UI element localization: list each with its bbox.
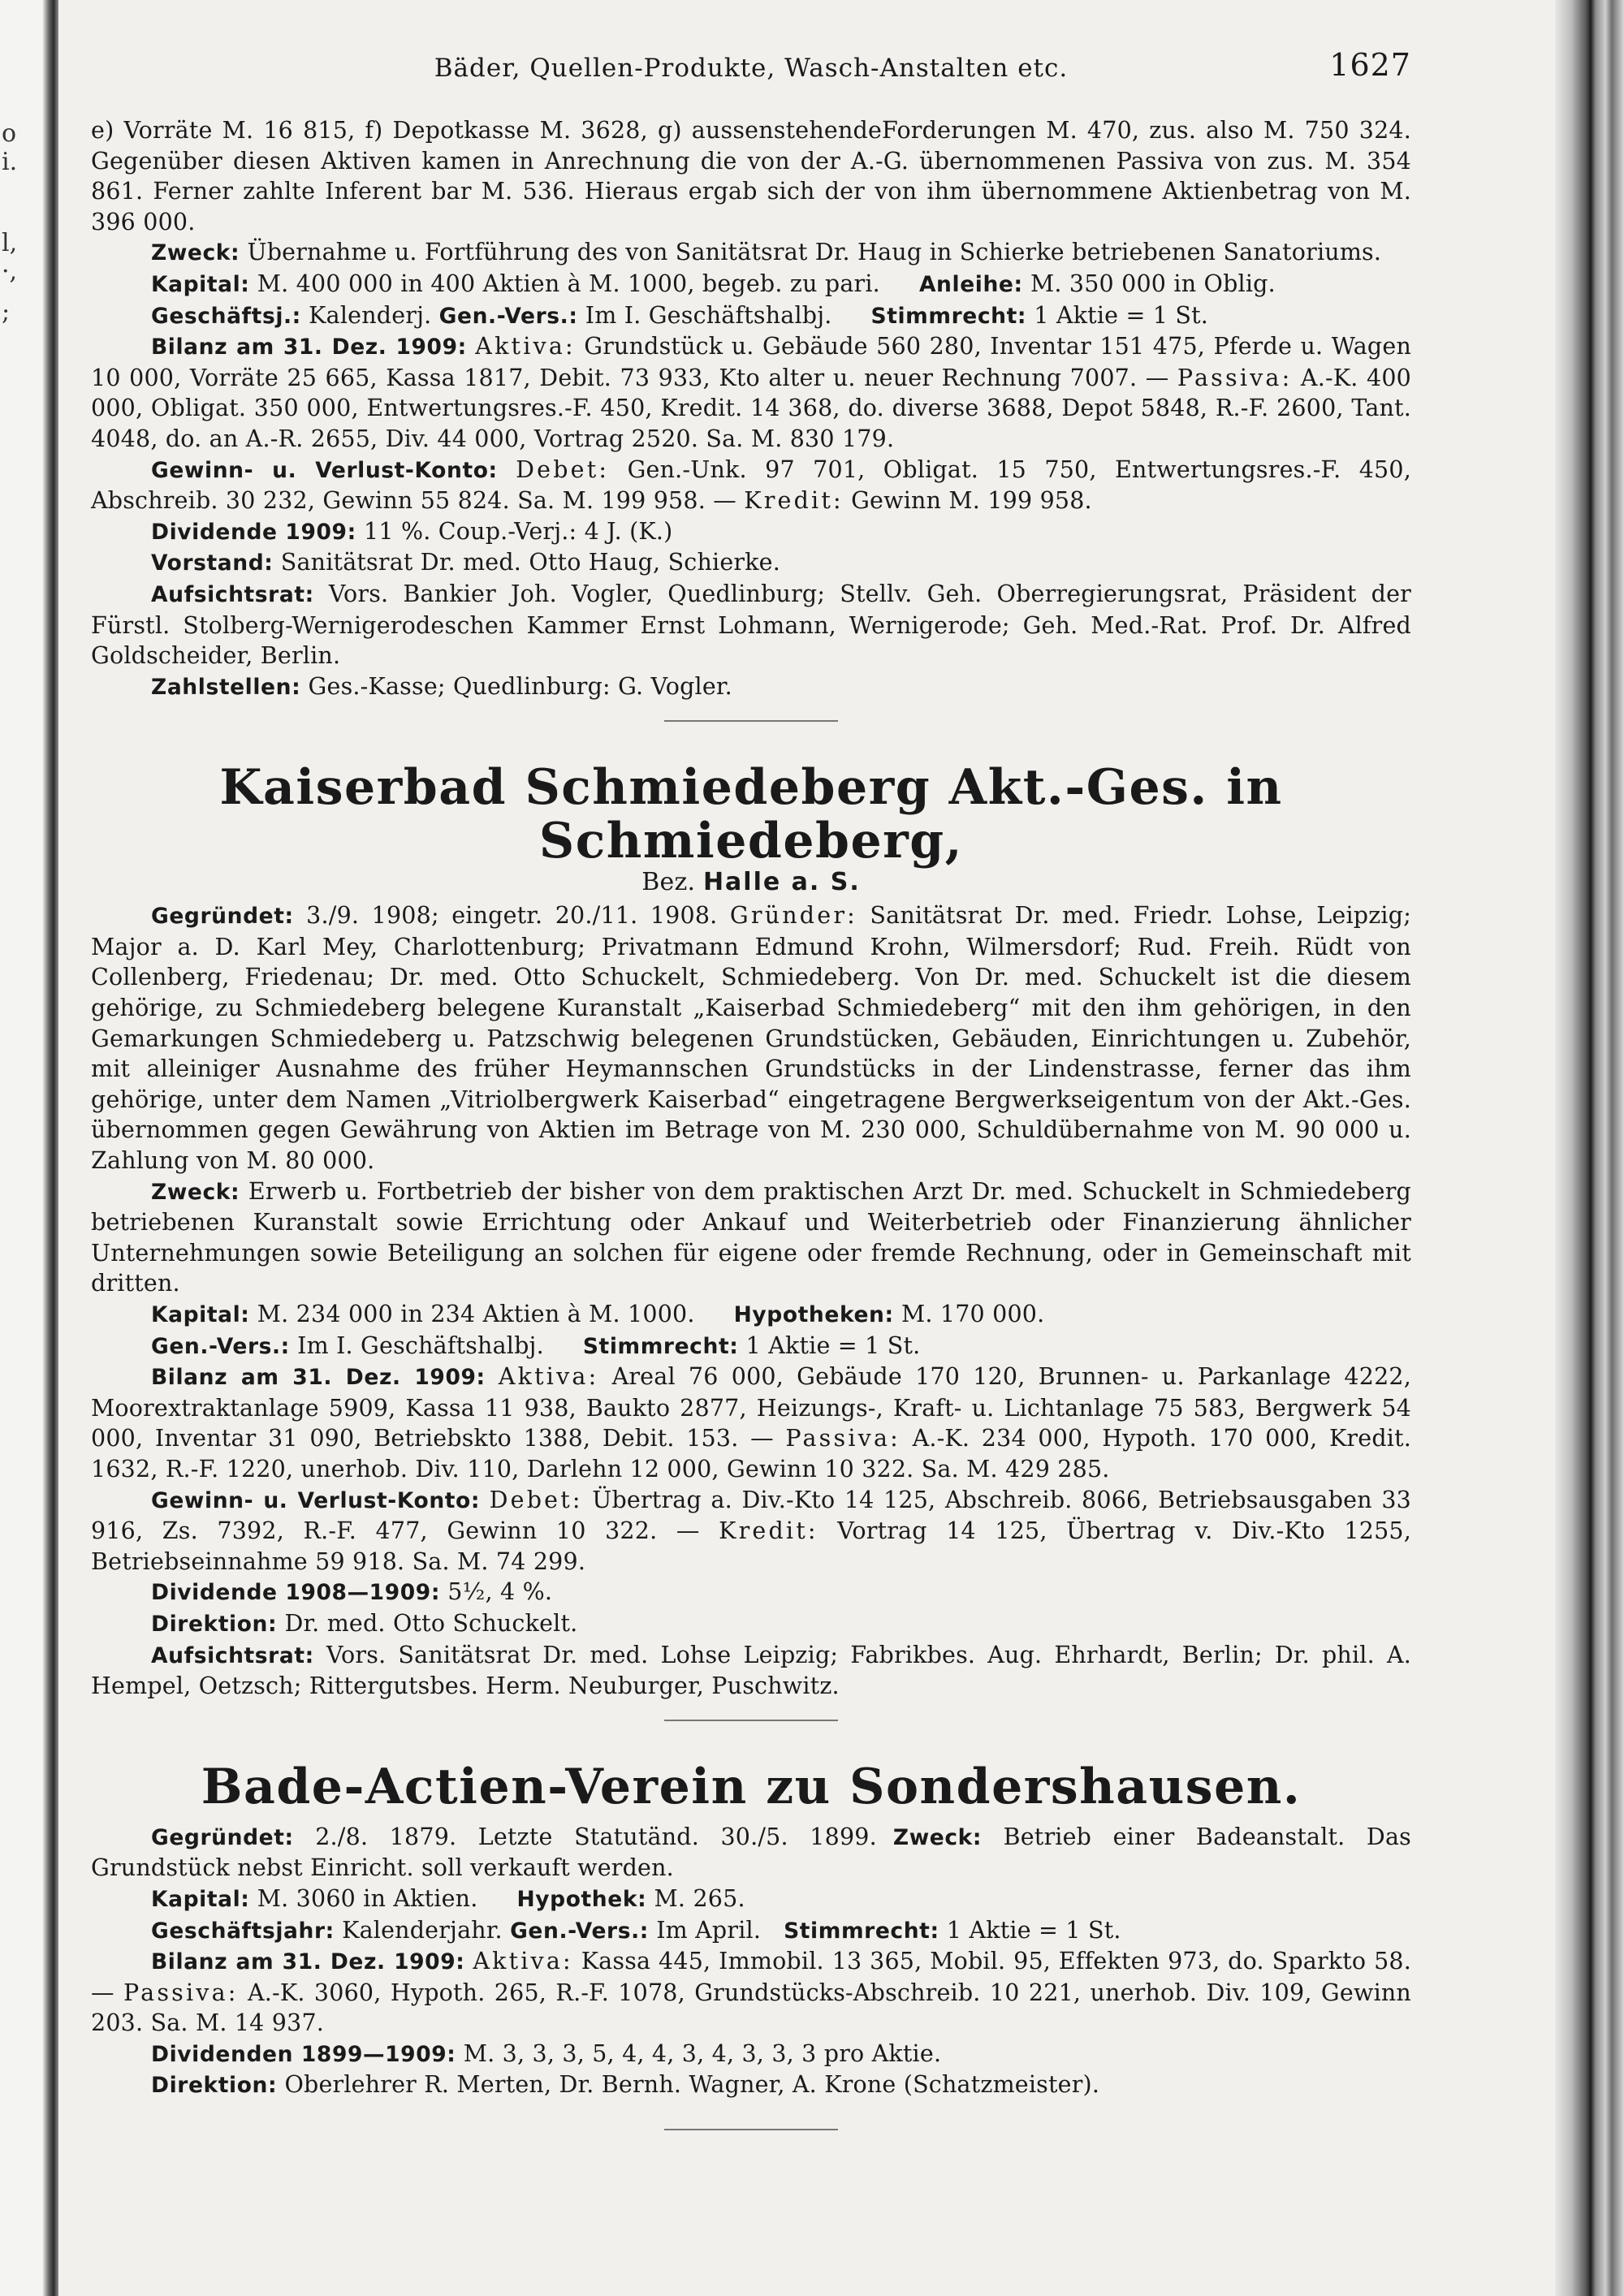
label-bilanz: Bilanz am 31. Dez. 1909: [151, 1949, 465, 1975]
label-zweck: Zweck: [151, 1179, 240, 1205]
label-zweck: Zweck: [151, 240, 240, 266]
entry-gewinn-verlust [91, 1485, 1411, 1577]
entry-gegruendet [91, 1822, 1411, 1884]
label-gewinn-verlust: Gewinn- u. Verlust-Konto: [151, 457, 498, 483]
text-kredit: Gewinn M. 199 958. [851, 487, 1092, 515]
company-title: Bade-Actien-Verein zu Sondershausen. [201, 1758, 1302, 1815]
text-gegruendet: 3./9. 1908; eingetr. 20./11. 1908. [306, 902, 718, 930]
margin-fragment: ·, [2, 257, 18, 286]
paragraph-assets: e) Vorräte M. 16 815, f) Depotkasse M. 3628, g) aussenstehendeForderungen M. 470, zus. also M. 750 324. Gegenüber diesen Aktiven kamen in Anrechnung die von der A.-G. übernommenen Passiva von zus. M. 354 861. Ferner zahlte Inferent bar M. 536. Hieraus ergab sich der von ihm übernommene Aktienbetrag von M. 396 000. [91, 117, 1411, 235]
entry-kaiserbad-schmiedeberg [91, 761, 1411, 1701]
section-divider [664, 720, 838, 722]
label-debet: Debet: [516, 455, 610, 483]
entry-dividende [91, 516, 1411, 548]
text-zweck: Erwerb u. Fortbetrieb der bisher von dem praktischen Arzt Dr. med. Schuckelt in Schmiedeberg betriebenen Kuranstalt sowie Errichtung oder Ankauf und Weiterbetrieb oder Finanzierung ähnlicher Unternehmungen sowie Beteiligung an solchen für eigene oder fremde Rechnung, oder in Gemeinschaft mit dritten. [91, 1177, 1412, 1297]
label-stimmrecht: Stimmrecht: [870, 303, 1027, 329]
entry-direktion [91, 1608, 1411, 1640]
label-gen-vers: Gen.-Vers.: [151, 1333, 290, 1359]
label-hypothek: Hypothek: [516, 1886, 647, 1912]
text-kapital: M. 3060 in Aktien. [257, 1884, 478, 1912]
label-debet: Debet: [489, 1486, 583, 1513]
label-gruender: Gründer: [729, 902, 857, 930]
entry-kapital [91, 1299, 1411, 1331]
text-aktiva: Grundstück u. Gebäude 560 280, Inventar 151 475, Pferde u. Wagen 10 000, Vorräte 25 665, Kassa 1817, Debit. 73 933, Kto alter u. neuer Rechnung 7007. — [91, 333, 1411, 391]
entry-dividenden [91, 2039, 1411, 2070]
text-kredit: Vortrag 14 125, Übertrag v. Div.-Kto 1255, Betriebseinnahme 59 918. Sa. M. 74 299. [91, 1517, 1412, 1575]
text-gruender: Sanitätsrat Dr. med. Friedr. Lohse, Leipzig; Major a. D. Karl Mey, Charlottenburg; Privatmann Edmund Krohn, Wilmersdorf; Rud. Freih. Rüdt von Collenberg, Friedenau; Dr. med. Otto Schuckelt, Schmiedeberg. Von Dr. med. Schuckelt ist die diesem gehörige, zu Schmiedeberg belegene Kuranstalt „Kaiserbad Schmiedeberg“ mit den ihm gehörigen, in den Gemarkungen Schmiedeberg u. Patzschwig belegenen Grundstücken, Gebäuden, Einrichtungen u. Zubehör, mit alleiniger Ausnahme des früher Heymannschen Grundstücks in der Lindenstrasse, ferner das ihm gehörige, unter dem Namen „Vitriolbergwerk Kaiserbad“ eingetragene Bergwerkseigentum von der Akt.-Ges. übernommen gegen Gewährung von Aktien im Betrage von M. 230 000, Schuldübernahme von M. 90 000 u. Zahlung von M. 80 000. [91, 902, 1411, 1175]
label-passiva: Passiva: [123, 1979, 239, 2006]
running-title: Bäder, Quellen-Produkte, Wasch-Anstalten etc. [434, 54, 1069, 83]
section-divider [664, 2129, 838, 2130]
label-vorstand: Vorstand: [151, 550, 274, 576]
label-gewinn-verlust: Gewinn- u. Verlust-Konto: [151, 1487, 481, 1513]
location-name: Halle a. S. [702, 868, 861, 897]
entry-gewinn-verlust [91, 455, 1411, 516]
text-geschaeftsjahr: Kalenderjahr. [342, 1916, 503, 1944]
label-gegruendet: Gegründet: [151, 1824, 294, 1850]
text-aktiva: Kassa 445, Immobil. 13 365, Mobil. 95, Effekten 973, do. Sparkto 58. — [91, 1948, 1412, 2006]
label-zahlstellen: Zahlstellen: [151, 674, 301, 700]
entry-gegruendet [91, 900, 1411, 1176]
text-dividende: 5½, 4 %. [447, 1578, 553, 1606]
label-kapital: Kapital: [151, 271, 250, 297]
text-passiva: A.-K. 3060, Hypoth. 265, R.-F. 1078, Grundstücks-Abschreib. 10 221, unerhob. Div. 109, Gewinn 203. Sa. M. 14 937. [91, 1979, 1411, 2037]
text-gegruendet: 2./8. 1879. Letzte Statutänd. 30./5. 1899. [315, 1823, 877, 1850]
entry-direktion [91, 2069, 1411, 2101]
entry-zweck [91, 1176, 1411, 1299]
text-aktiva: Areal 76 000, Gebäude 170 120, Brunnen- u. Parkanlage 4222, Moorextraktanlage 5909, Kassa 11 938, Baukto 2877, Heizungs-, Kraft- u. Lichtanlage 75 583, Bergwerk 54 000, Inventar 31 090, Betriebskto 1388, Debit. 153. — [91, 1363, 1411, 1452]
text-aufsichtsrat: Vors. Sanitätsrat Dr. med. Lohse Leipzig; Fabrikbes. Aug. Ehrhardt, Berlin; Dr. phil. A. Hempel, Oetzsch; Rittergutsbes. Herm. Neuburger, Puschwitz. [91, 1641, 1411, 1700]
text-kapital: M. 400 000 in 400 Aktien à M. 1000, begeb. zu pari. [257, 270, 880, 297]
label-aktiva: Aktiva: [475, 333, 576, 360]
text-gen-vers: Im I. Geschäftshalbj. [297, 1331, 544, 1359]
entry-kapital [91, 269, 1411, 300]
text-stimmrecht: 1 Aktie = 1 St. [1034, 301, 1209, 329]
label-geschaeftsjahr: Geschäftsjahr: [151, 1918, 335, 1944]
entry-dividende [91, 1577, 1411, 1608]
label-dividende: Dividende 1909: [151, 519, 356, 545]
text-stimmrecht: 1 Aktie = 1 St. [745, 1331, 921, 1359]
entry-vorstand [91, 547, 1411, 579]
label-passiva: Passiva: [785, 1425, 901, 1452]
label-stimmrecht: Stimmrecht: [582, 1333, 739, 1359]
text-zahlstellen: Ges.-Kasse; Quedlinburg: G. Vogler. [308, 672, 732, 700]
company-location [91, 868, 1411, 897]
entry-aufsichtsrat [91, 579, 1411, 671]
label-gen-vers: Gen.-Vers.: [438, 303, 578, 329]
text-passiva: A.-K. 234 000, Hypoth. 170 000, Kredit. 1632, R.-F. 1220, unerhob. Div. 110, Darlehn 12 000, Gewinn 10 322. Sa. M. 429 285. [91, 1425, 1411, 1482]
text-dividenden: M. 3, 3, 3, 5, 4, 4, 3, 4, 3, 3, 3 pro Aktie. [463, 2039, 942, 2067]
entry-geschaeftsjahr [91, 1915, 1411, 1947]
margin-fragment: o [2, 119, 17, 148]
text-hypothek: M. 265. [654, 1884, 745, 1912]
text-dividende: 11 %. Coup.-Verj.: 4 J. (K.) [364, 517, 673, 545]
section-divider [664, 1720, 838, 1721]
text-debet: Übertrag a. Div.-Kto 14 125, Abschreib. 8066, Betriebsausgaben 33 916, Zs. 7392, R.-F. 477, Gewinn 10 322. — [91, 1486, 1411, 1545]
text-passiva: A.-K. 400 000, Obligat. 350 000, Entwertungsres.-F. 450, Kredit. 14 368, do. diverse 3688, Depot 5848, R.-F. 2600, Tant. 4048, do. an A.-R. 2655, Div. 44 000, Vortrag 2520. Sa. M. 830 179. [91, 364, 1411, 452]
label-aufsichtsrat: Aufsichtsrat: [151, 581, 314, 607]
label-aufsichtsrat: Aufsichtsrat: [151, 1642, 314, 1668]
text-gen-vers: Im I. Geschäftshalbj. [585, 301, 832, 329]
entry-kapital [91, 1884, 1411, 1915]
label-direktion: Direktion: [151, 2073, 278, 2099]
text-anleihe: M. 350 000 in Oblig. [1030, 270, 1276, 297]
label-geschaeftsjahr: Geschäftsj.: [151, 303, 301, 329]
label-passiva: Passiva: [1177, 364, 1293, 391]
text-debet: Gen.-Unk. 97 701, Obligat. 15 750, Entwertungsres.-F. 450, Abschreib. 30 232, Gewinn 55 824. Sa. M. 199 958. — [91, 455, 1411, 515]
entry-zahlstellen [91, 671, 1411, 703]
text-zweck: Übernahme u. Fortführung des von Sanitätsrat Dr. Haug in Schierke betriebenen Sanatoriums. [247, 239, 1382, 266]
entry-aufsichtsrat [91, 1640, 1411, 1702]
label-kredit: Kredit: [719, 1517, 818, 1545]
label-gegruendet: Gegründet: [151, 904, 294, 930]
label-bilanz: Bilanz am 31. Dez. 1909: [151, 1365, 486, 1391]
margin-fragment: l, [2, 229, 18, 257]
entry-bade-actien-verein [91, 1760, 1411, 2101]
entry-bilanz [91, 1362, 1411, 1484]
label-kapital: Kapital: [151, 1302, 250, 1327]
margin-fragment: ; [2, 298, 11, 326]
entry-gen-vers [91, 1331, 1411, 1362]
entry-continuation [91, 115, 1411, 702]
label-bilanz: Bilanz am 31. Dez. 1909: [151, 334, 467, 360]
text-direktion: Oberlehrer R. Merten, Dr. Bernh. Wagner, A. Krone (Schatzmeister). [284, 2071, 1100, 2099]
running-header [91, 47, 1411, 91]
text-direktion: Dr. med. Otto Schuckelt. [284, 1609, 578, 1637]
text-vorstand: Sanitätsrat Dr. med. Otto Haug, Schierke. [280, 549, 781, 576]
label-aktiva: Aktiva: [498, 1363, 599, 1391]
label-kredit: Kredit: [744, 487, 844, 515]
text-kapital: M. 234 000 in 234 Aktien à M. 1000. [257, 1301, 695, 1327]
location-prefix: Bez. [641, 868, 696, 897]
label-aktiva: Aktiva: [473, 1948, 573, 1975]
entry-bilanz [91, 331, 1411, 454]
label-anleihe: Anleihe: [918, 271, 1023, 297]
page-number: 1627 [1329, 47, 1411, 83]
label-direktion: Direktion: [151, 1611, 278, 1637]
label-zweck: Zweck: [892, 1824, 983, 1850]
book-spine-edge [1555, 0, 1624, 2296]
text-hypotheken: M. 170 000. [901, 1301, 1045, 1327]
entry-geschaeftsjahr [91, 300, 1411, 332]
text-aufsichtsrat: Vors. Bankier Joh. Vogler, Quedlinburg; Stellv. Geh. Oberregierungsrat, Präsident der Fürstl. Stolberg-Wernigerodeschen Kammer Ernst Lohmann, Wernigerode; Geh. Med.-Rat. Prof. Dr. Alfred Goldscheider, Berlin. [91, 580, 1411, 670]
text-stimmrecht: 1 Aktie = 1 St. [946, 1916, 1121, 1944]
left-page-edge [0, 0, 58, 2296]
label-hypotheken: Hypotheken: [733, 1302, 894, 1327]
text-gen-vers: Im April. [656, 1916, 762, 1944]
label-kapital: Kapital: [151, 1886, 250, 1912]
page-content [91, 47, 1412, 2169]
label-dividende: Dividende 1908—1909: [151, 1580, 441, 1606]
text-zweck: Betrieb einer Badeanstalt. Das Grundstück nebst Einricht. soll verkauft werden. [91, 1823, 1411, 1882]
margin-fragment: i. [2, 148, 18, 176]
text-geschaeftsjahr: Kalenderj. [309, 301, 432, 329]
label-gen-vers: Gen.-Vers.: [510, 1918, 649, 1944]
entry-bilanz [91, 1946, 1411, 2039]
entry-zweck [91, 237, 1411, 269]
company-title: Kaiserbad Schmiedeberg Akt.-Ges. in Schmiedeberg, [219, 759, 1283, 870]
label-dividenden: Dividenden 1899—1909: [151, 2041, 456, 2067]
label-stimmrecht: Stimmrecht: [784, 1918, 939, 1944]
